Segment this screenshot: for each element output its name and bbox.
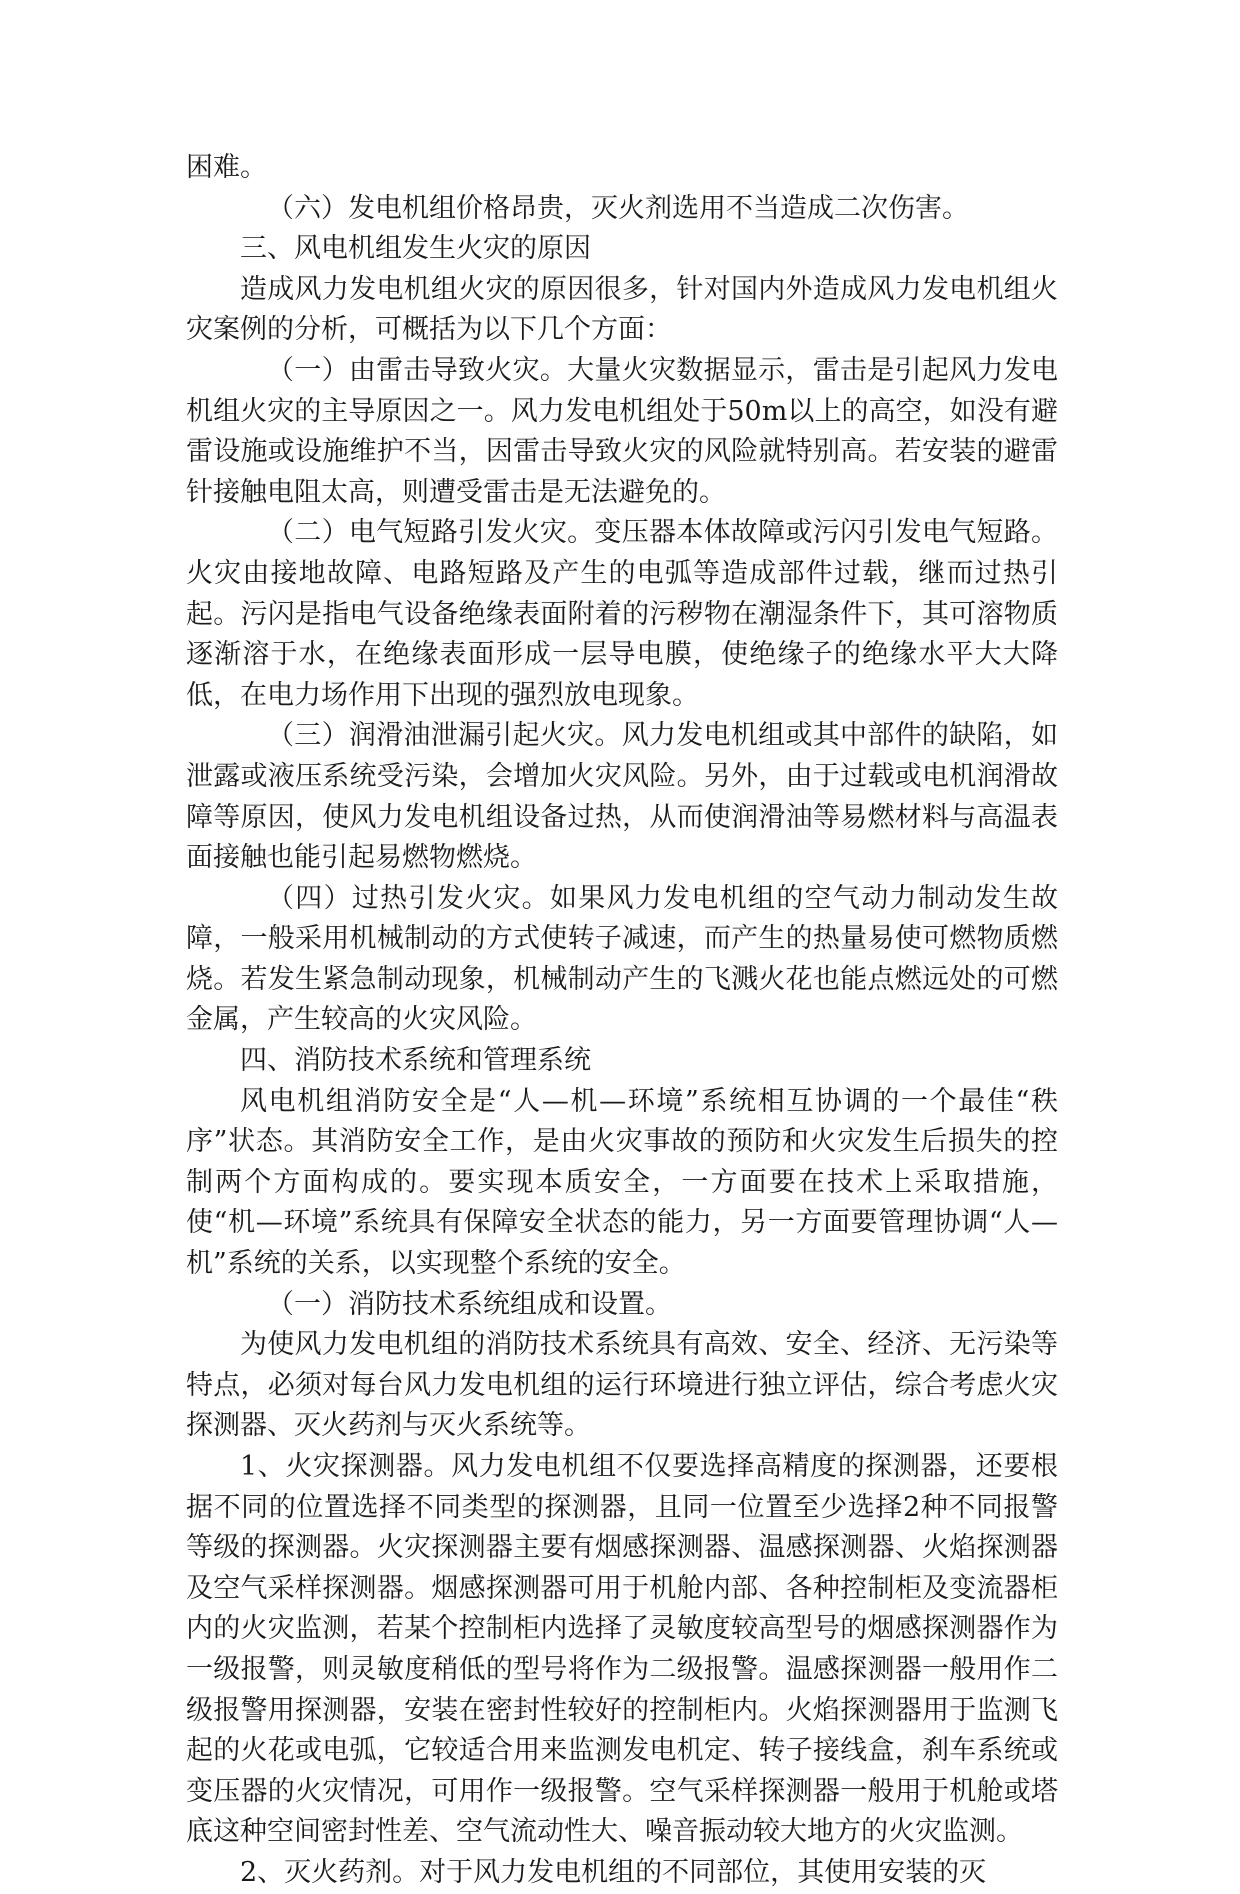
document-page bbox=[186, 148, 1058, 1894]
section-heading-4: 四、消防技术系统和管理系统 bbox=[240, 1045, 591, 1077]
paragraph-continuation: 困难。 bbox=[186, 152, 267, 183]
cause-item-lightning: （一）由雷击导致火灾。大量火灾数据显示，雷击是引起风力发电机组火灾的主导原因之一。风力发电机组处于50m以上的高空，如没有避雷设施或设施维护不当，因雷击导致火灾的风险就特别高。若安装的避雷针接触电阻太高，则遭受雷击是无法避免的。 bbox=[186, 354, 1058, 508]
paragraph-tech-system: 为使风力发电机组的消防技术系统具有高效、安全、经济、无污染等特点，必须对每台风力发电机组的运行环境进行独立评估，综合考虑火灾探测器、灭火药剂与灭火系统等。 bbox=[186, 1329, 1058, 1442]
cause-item-short-circuit: （二）电气短路引发火灾。变压器本体故障或污闪引发电气短路。火灾由接地故障、电路短路及产生的电弧等造成部件过载，继而过热引起。污闪是指电气设备绝缘表面附着的污秽物在潮湿条件下，其可溶物质逐渐溶于水，在绝缘表面形成一层导电膜，使绝缘子的绝缘水平大大降低，在电力场作用下出现的强烈放电现象。 bbox=[186, 517, 1058, 711]
paragraph-fire-detectors: 1、火灾探测器。风力发电机组不仅要选择高精度的探测器，还要根据不同的位置选择不同类型的探测器，且同一位置至少选择2种不同报警等级的探测器。火灾探测器主要有烟感探测器、温感探测器、火焰探测器及空气采样探测器。烟感探测器可用于机舱内部、各种控制柜及变流器柜内的火灾监测，若某个控制柜内选择了灵敏度较高型号的烟感探测器作为一级报警，则灵敏度稍低的型号将作为二级报警。温感探测器一般用作二级报警用探测器，安装在密封性较好的控制柜内。火焰探测器用于监测飞起的火花或电弧，它较适合用来监测发电机定、转子接线盒，刹车系统或变压器的火灾情况，可用作一级报警。空气采样探测器一般用于机舱或塔底这种空间密封性差、空气流动性大、噪音振动较大地方的火灾监测。 bbox=[186, 1451, 1058, 1848]
paragraph-extinguishing-agents: 2、灭火药剂。对于风力发电机组的不同部位，其使用安装的灭 bbox=[240, 1856, 987, 1888]
cause-item-overheat: （四）过热引发火灾。如果风力发电机组的空气动力制动发生故障，一般采用机械制动的方式使转子减速，而产生的热量易使可燃物质燃烧。若发生紧急制动现象，机械制动产生的飞溅火花也能点燃远处的可燃金属，产生较高的火灾风险。 bbox=[186, 882, 1058, 1036]
list-item-6: （六）发电机组价格昂贵，灭火剂选用不当造成二次伤害。 bbox=[267, 192, 969, 224]
subheading-tech-system: （一）消防技术系统组成和设置。 bbox=[267, 1288, 672, 1320]
paragraph-safety-system: 风电机组消防安全是“人—机—环境”系统相互协调的一个最佳“秩序”状态。其消防安全工作，是由火灾事故的预防和火灾发生后损失的控制两个方面构成的。要实现本质安全，一方面要在技术上采取措施，使“机—环境”系统具有保障安全状态的能力，另一方面要管理协调“人—机”系统的关系，以实现整个系统的安全。 bbox=[186, 1085, 1058, 1280]
cause-item-oil-leak: （三）润滑油泄漏引起火灾。风力发电机组或其中部件的缺陷，如泄露或液压系统受污染，会增加火灾风险。另外，由于过载或电机润滑故障等原因，使风力发电机组设备过热，从而使润滑油等易燃材料与高温表面接触也能引起易燃物燃烧。 bbox=[186, 720, 1058, 874]
section-heading-3: 三、风电机组发生火灾的原因 bbox=[240, 233, 591, 265]
paragraph-intro-causes: 造成风力发电机组火灾的原因很多，针对国内外造成风力发电机组火灾案例的分析，可概括为以下几个方面： bbox=[186, 273, 1058, 346]
